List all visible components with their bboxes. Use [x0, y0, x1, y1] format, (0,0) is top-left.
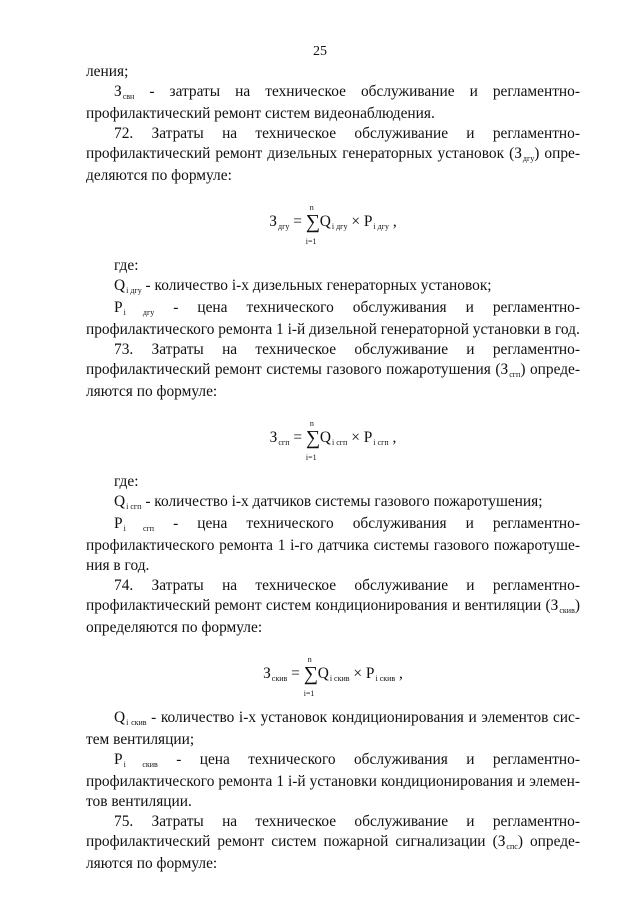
text-line: Pi сгп - цена технического обслуживания и регламентно- — [114, 515, 580, 533]
formula-dgu: Здгу = ∑ n i=1 Qi дгу × Pi дгу , — [269, 203, 397, 246]
page-content — [86, 62, 580, 874]
text-line: профилактического ремонта 1 i-го датчика системы газового пожаротуше- — [86, 537, 580, 554]
text-line: ления; — [86, 63, 129, 80]
text-line: профилактического ремонта 1 i-й установки кондиционирования и элемен- — [86, 773, 580, 790]
sum-symbol: ∑ n i=1 — [305, 203, 321, 246]
text-line: тов вентиляции. — [86, 793, 192, 810]
section-73-heading: 73. Затраты на техническое обслуживание и регламентно- — [114, 341, 580, 358]
text-line: профилактический ремонт систем видеонаблюдения. — [86, 105, 435, 122]
formula-sgp: Зсгп = ∑ n i=1 Qi сгп × Pi сгп , — [269, 419, 397, 462]
text-line: Qi сгп - количество i-х датчиков системы газового пожаротушения; — [114, 493, 543, 511]
text-line: профилактический ремонт системы газового пожаротушения (Зсгп) опреде- — [86, 361, 580, 379]
text-line: Зсвн - затраты на техническое обслуживание и регламентно- — [114, 83, 580, 101]
text-line: ния в год. — [86, 557, 150, 574]
text-line: тем вентиляции; — [86, 731, 195, 748]
text-line: профилактический ремонт дизельных генераторных установок (Здгу) опре- — [86, 145, 580, 163]
section-74-heading: 74. Затраты на техническое обслуживание и регламентно- — [114, 577, 580, 594]
text-line: профилактический ремонт систем кондиционирования и вентиляции (Зскив) — [86, 597, 580, 615]
text-line: Qi скив - количество i-х установок кондиционирования и элементов сис- — [114, 709, 581, 727]
section-75-heading: 75. Затраты на техническое обслуживание и регламентно- — [114, 813, 580, 830]
text-line: где: — [114, 257, 139, 274]
text-line: Qi дгу - количество i-х дизельных генераторных установок; — [114, 277, 492, 295]
sum-symbol: ∑ n i=1 — [303, 655, 318, 698]
text-line: ляются по формуле: — [86, 855, 218, 872]
formula-skiv: Зскив = ∑ n i=1 Qi скив × Pi скив , — [263, 655, 403, 698]
text-line: профилактический ремонт систем пожарной сигнализации (Зспс) опреде- — [86, 833, 581, 851]
text-line: ляются по формуле: — [86, 383, 218, 400]
page-number: 25 — [313, 44, 327, 59]
text-line: профилактического ремонта 1 i-й дизельной генераторной установки в год. — [86, 321, 580, 338]
text-line: определяются по формуле: — [86, 619, 263, 636]
text-line: где: — [114, 473, 139, 490]
text-line: Pi скив - цена технического обслуживания и регламентно- — [114, 751, 580, 769]
text-line: Pi дгу - цена технического обслуживания и регламентно- — [114, 299, 580, 317]
text-line: деляются по формуле: — [86, 167, 232, 184]
sum-symbol: ∑ n i=1 — [305, 419, 321, 462]
section-72-heading: 72. Затраты на техническое обслуживание и регламентно- — [114, 125, 580, 142]
